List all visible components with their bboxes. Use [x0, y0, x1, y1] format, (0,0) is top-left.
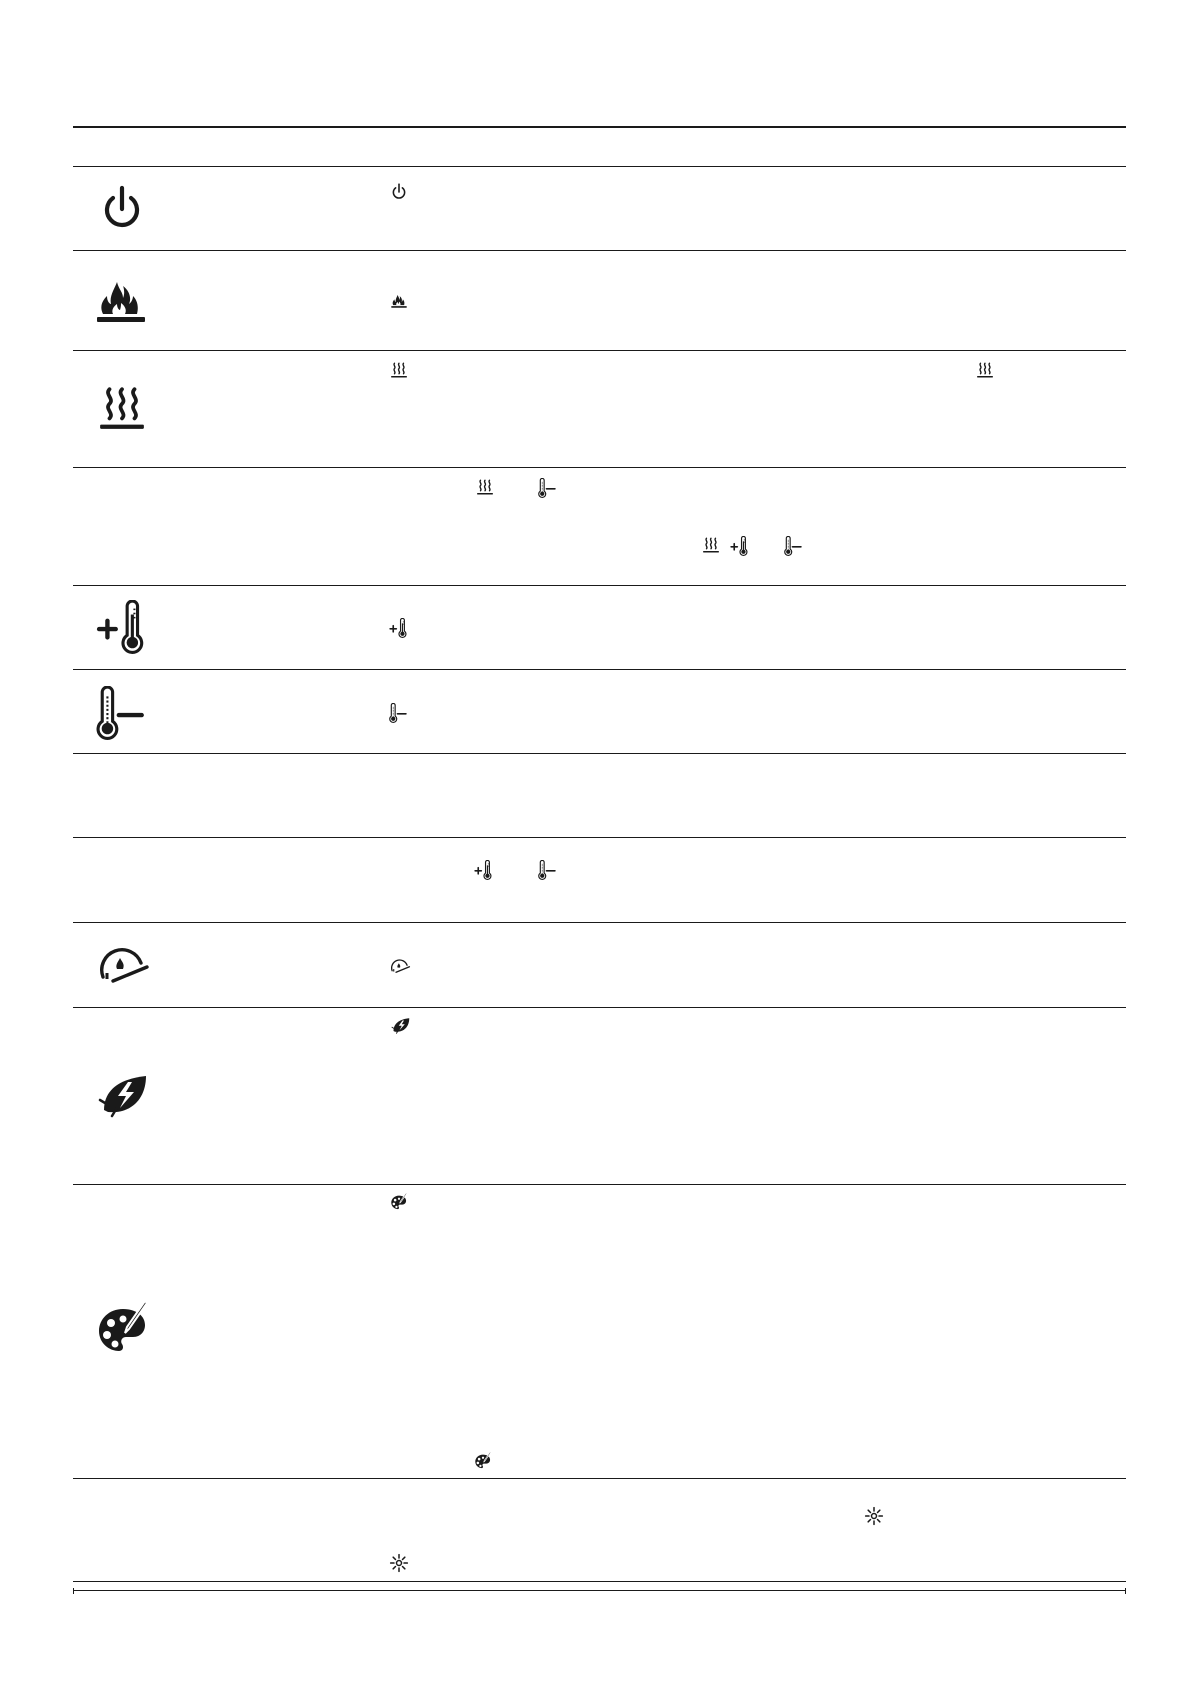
- row-divider: [73, 669, 1126, 670]
- footer-rule: [73, 1590, 1126, 1591]
- table-bottom-rule: [73, 1581, 1126, 1582]
- thermometer-plus-icon: [474, 860, 494, 880]
- heat-waves-icon: [96, 382, 148, 434]
- thermometer-minus-icon: [784, 536, 804, 556]
- heat-waves-icon: [390, 361, 408, 379]
- thermometer-plus-icon: [389, 618, 409, 638]
- flame-icon: [92, 266, 150, 330]
- row-divider: [73, 1478, 1126, 1479]
- gauge-flame-icon: [94, 944, 152, 986]
- row-divider: [73, 467, 1126, 468]
- footer-rule-end-left: [73, 1588, 74, 1594]
- table-top-rule: [73, 126, 1126, 128]
- footer-rule-end-right: [1125, 1588, 1126, 1594]
- palette-icon: [474, 1452, 492, 1470]
- power-icon: [96, 180, 148, 238]
- row-divider: [73, 585, 1126, 586]
- row-divider: [73, 250, 1126, 251]
- leaf-lightning-icon: [390, 1016, 412, 1034]
- row-divider: [73, 350, 1126, 351]
- heat-waves-icon: [976, 361, 994, 379]
- palette-icon: [390, 1193, 408, 1211]
- table-header-rule: [73, 166, 1126, 167]
- sun-icon: [864, 1506, 884, 1526]
- row-divider: [73, 837, 1126, 838]
- row-divider: [73, 1007, 1126, 1008]
- thermometer-minus-icon: [538, 478, 558, 498]
- thermometer-plus-icon: [730, 536, 750, 556]
- thermometer-plus-icon: [96, 600, 150, 654]
- leaf-lightning-icon: [96, 1070, 152, 1118]
- heat-waves-icon: [702, 536, 720, 554]
- row-divider: [73, 922, 1126, 923]
- power-icon: [390, 182, 408, 202]
- palette-icon: [94, 1300, 152, 1358]
- thermometer-minus-icon: [96, 686, 150, 740]
- heat-waves-icon: [476, 478, 494, 496]
- flame-icon: [390, 290, 408, 310]
- gauge-flame-icon: [389, 958, 411, 974]
- row-divider: [73, 1184, 1126, 1185]
- sun-icon: [389, 1553, 409, 1573]
- row-divider: [73, 753, 1126, 754]
- thermometer-minus-icon: [538, 860, 558, 880]
- thermometer-minus-icon: [389, 703, 409, 723]
